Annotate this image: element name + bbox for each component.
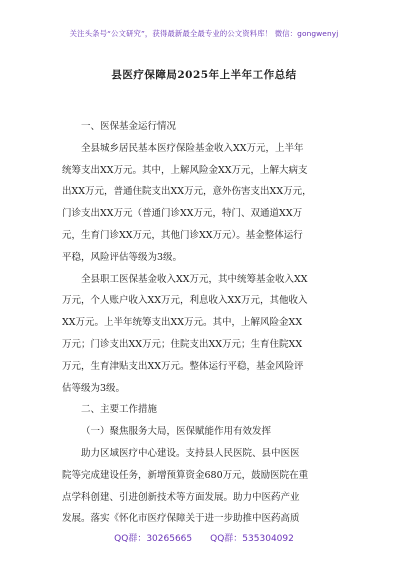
- section-2-heading: 二、主要工作措施: [81, 404, 158, 416]
- document-body: [62, 116, 348, 530]
- text-line: 万元，个人账户收入XX万元，利息收入XX万元，其他收入: [62, 295, 308, 307]
- text-line: 万元，生育津贴支出XX万元。整体运行平稳，基金风险评: [62, 360, 304, 372]
- qq-group-2: QQ群：535304092: [210, 534, 294, 544]
- text-line: 元，生育门诊XX万元，其他门诊XX万元）。基金整体运行: [62, 229, 303, 241]
- qq-group-1: QQ群：30265665: [114, 534, 193, 544]
- section-2-subheading: （一）聚焦服务大局，医保赋能作用有效发挥: [81, 426, 272, 438]
- paragraph-2: [62, 269, 348, 400]
- header-banner: 关注头条号“公文研究”，获得最新最全最专业的公文资料库！ 微信：gongwenyj: [69, 29, 339, 38]
- text-line: 点学科创建、引进创新技术等方面发展。助力中医药产业: [62, 491, 300, 503]
- text-line: 全县职工医保基金收入XX万元，其中统筹基金收入XX: [81, 273, 308, 285]
- section-1-heading: 一、医保基金运行情况: [81, 121, 177, 132]
- text-line: 出XX万元，普通住院支出XX万元，意外伤害支出XX万元，: [62, 186, 312, 198]
- text-line: 万元；门诊支出XX万元；住院支出XX万元；生育住院XX: [62, 338, 303, 350]
- text-line: 估等级为3级。: [62, 382, 126, 394]
- footer-contact: [0, 531, 408, 544]
- text-line: 院等完成建设任务，新增预算资金680万元，鼓励医院在重: [62, 469, 309, 481]
- document-title: 县医疗保障局2025年上半年工作总结: [111, 69, 297, 81]
- text-line: 平稳，风险评估等级为3级。: [62, 251, 183, 263]
- text-line: 统筹支出XX万元。其中，上解风险金XX万元，上解大病支: [62, 164, 308, 176]
- text-line: 门诊支出XX万元（普通门诊XX万元，特门、双通道XX万: [62, 208, 303, 220]
- text-line: XX万元。上半年统筹支出XX万元。其中，上解风险金XX: [62, 317, 303, 329]
- text-line: 全县城乡居民基本医疗保险基金收入XX万元，上半年: [81, 142, 304, 154]
- paragraph-1: [62, 138, 348, 269]
- text-line: 发展。落实《怀化市医疗保障关于进一步助推中医药高质: [62, 513, 300, 525]
- text-line: 助力区域医疗中心建设。支持县人民医院、县中医医: [81, 447, 300, 459]
- paragraph-3: [62, 443, 348, 530]
